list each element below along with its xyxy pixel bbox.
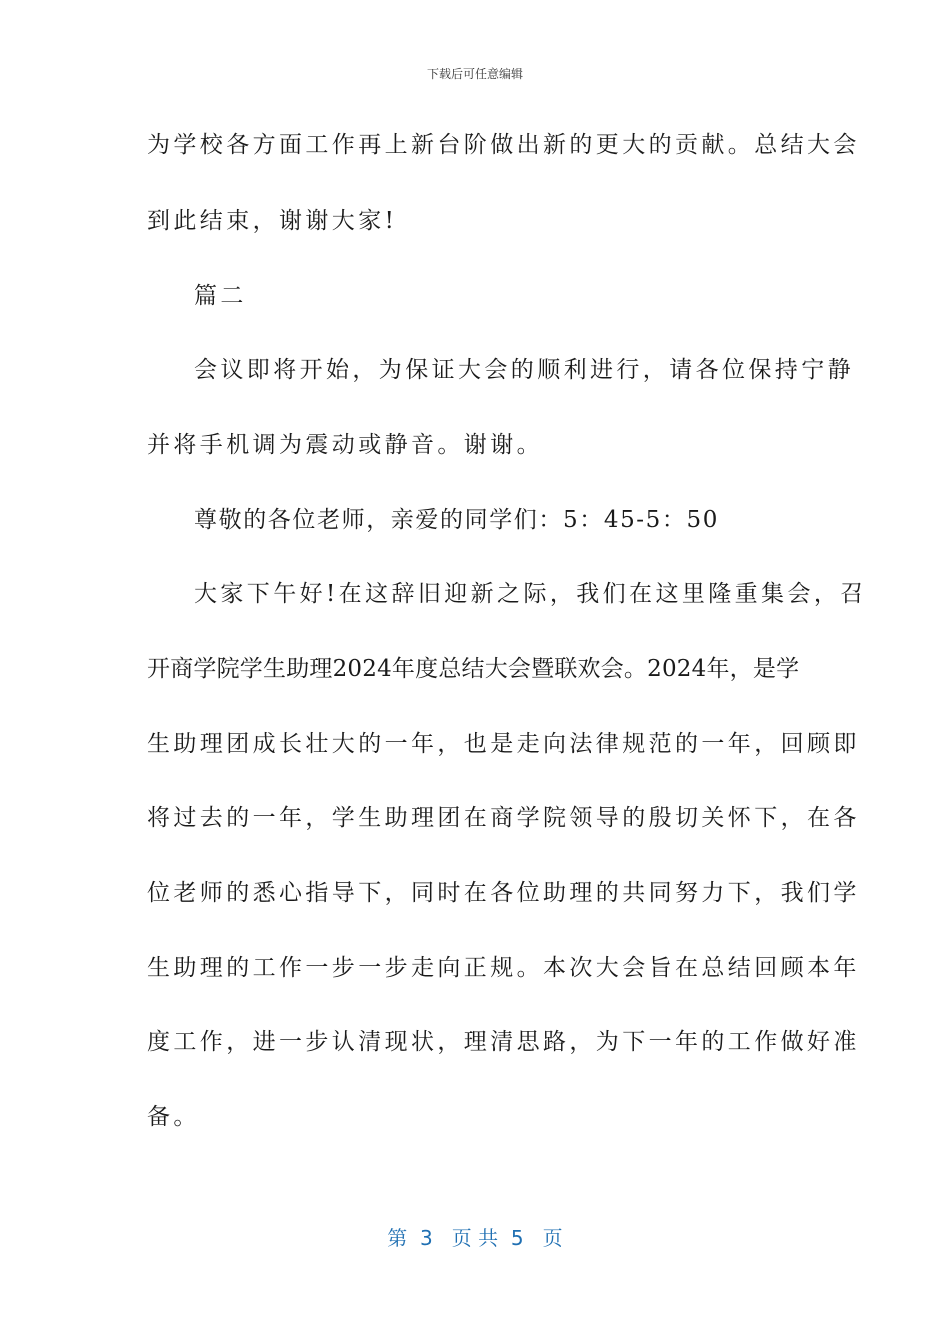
page-number-footer: 第 3 页 共 5 页 bbox=[387, 1226, 563, 1250]
body-line-14: 备。 bbox=[147, 1104, 200, 1130]
body-line-11: 位老师的悉心指导下，同时在各位助理的共同努力下，我们学 bbox=[147, 880, 860, 906]
body-line-6: 尊敬的各位老师，亲爱的同学们：5：45-5：50 bbox=[194, 507, 719, 533]
body-line-8: 开商学院学生助理2024年度总结大会暨联欢会。2024年，是学 bbox=[147, 656, 800, 682]
body-line-13: 度工作，进一步认清现状，理清思路，为下一年的工作做好准 bbox=[147, 1029, 860, 1055]
section-heading: 篇二 bbox=[194, 283, 247, 309]
body-line-9: 生助理团成长壮大的一年，也是走向法律规范的一年，回顾即 bbox=[147, 731, 860, 757]
body-line-5: 并将手机调为震动或静音。谢谢。 bbox=[147, 432, 543, 458]
body-line-12: 生助理的工作一步一步走向正规。本次大会旨在总结回顾本年 bbox=[147, 955, 860, 981]
body-line-1: 为学校各方面工作再上新台阶做出新的更大的贡献。总结大会 bbox=[147, 132, 860, 158]
body-line-2: 到此结束，谢谢大家! bbox=[147, 208, 398, 234]
body-line-7: 大家下午好!在这辞旧迎新之际，我们在这里隆重集会，召 bbox=[194, 581, 867, 607]
page-header: 下载后可任意编辑 bbox=[426, 67, 523, 81]
body-line-10: 将过去的一年，学生助理团在商学院领导的殷切关怀下，在各 bbox=[147, 805, 860, 831]
body-line-4: 会议即将开始，为保证大会的顺利进行，请各位保持宁静 bbox=[194, 357, 854, 383]
